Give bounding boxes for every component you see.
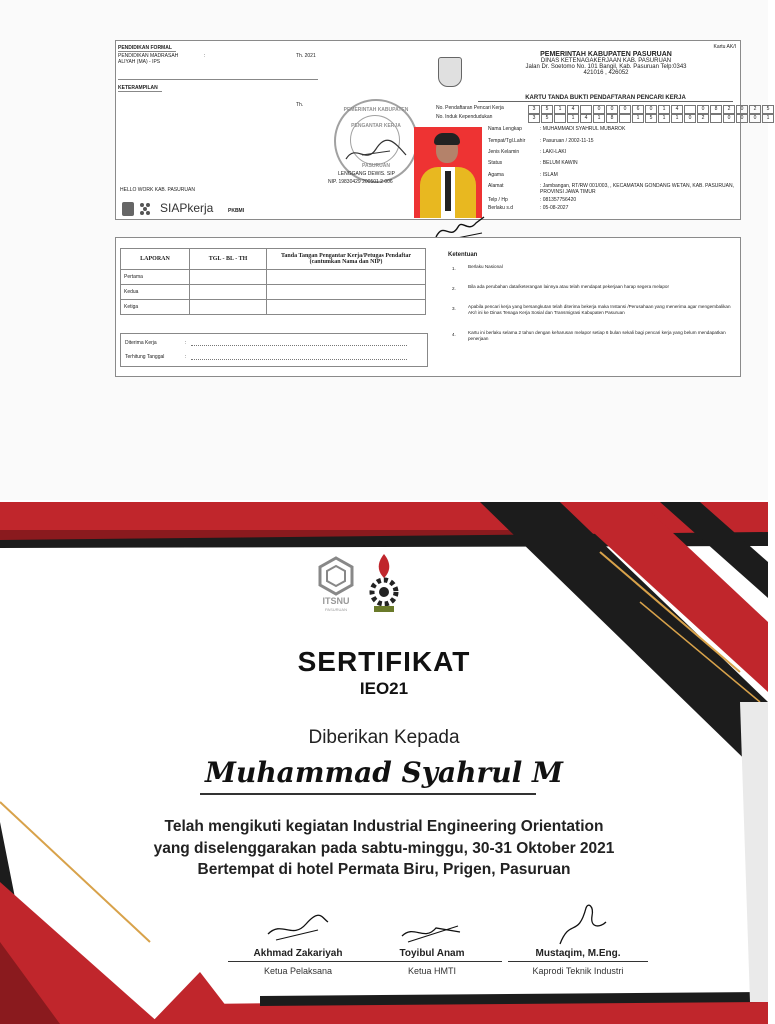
digit-box: 1 — [671, 114, 683, 123]
kabupaten-pasuruan-logo-icon — [438, 57, 462, 87]
identity-value: : ISLAM — [540, 172, 558, 178]
identity-value: : MUHAMMADI SYAHRUL MUBAROK — [540, 126, 626, 132]
row-label: Kedua — [121, 285, 190, 300]
digit-box: 0 — [736, 114, 748, 123]
digit-box: 5 — [541, 114, 553, 123]
signer-ketua-pelaksana — [228, 948, 368, 976]
digit-box: 4 — [580, 114, 592, 123]
table-row — [121, 285, 426, 300]
col-tanggal: TGL - BL - TH — [190, 249, 267, 270]
list-item: 1. Berlaku Nasional — [452, 264, 503, 271]
header-line1: PEMERINTAH KABUPATEN PASURUAN — [540, 51, 672, 58]
itsnu-logo-icon — [316, 556, 356, 596]
hmti-gear-flame-logo-icon — [366, 552, 402, 614]
digit-box: 3 — [528, 105, 540, 114]
certificate-event-code: IEO21 — [359, 679, 409, 698]
nik-label: No. Induk Kependudukan — [436, 114, 493, 120]
certificate — [0, 502, 768, 1024]
identity-label: Tempat/Tgl.Lahir — [488, 138, 526, 144]
stamp-mid-text: PENGANTAR KERJA — [351, 123, 401, 129]
ak1-card-page — [0, 0, 768, 500]
pendidikan-colon: : — [204, 53, 206, 59]
diterima-label: Diterima Kerja — [125, 340, 157, 346]
digit-box: 8 — [606, 114, 618, 123]
digit-box: 3 — [528, 114, 540, 123]
digit-box: 2 — [749, 105, 761, 114]
given-to-label: Diberikan Kepada — [308, 727, 460, 748]
signer-ketua-hmti — [362, 948, 502, 976]
identity-value: : Pasuruan / 2002-11-15 — [540, 138, 594, 144]
recipient-name: Muhammad Syahrul M — [204, 756, 564, 789]
digit-box: 0 — [593, 105, 605, 114]
digit-box: 1 — [567, 114, 579, 123]
identity-label: Status — [488, 160, 503, 166]
header-line3: Jalan Dr. Soetomo No. 101 Bangil, Kab. Pasuruan Telp:0343 — [525, 64, 687, 70]
digit-box: 0 — [749, 114, 761, 123]
officer-name: LENGGANG DEWIS. SIP — [338, 171, 395, 177]
signer-kaprodi — [508, 948, 648, 976]
digit-box: 0 — [723, 114, 735, 123]
identity-value: : 081357756420 — [540, 197, 577, 203]
identity-label: Telp / Hp — [488, 197, 508, 203]
header-line4: 421016 , 426052 — [583, 70, 629, 76]
applicant-photo — [414, 127, 482, 218]
keterampilan-label: KETERAMPILAN — [118, 85, 162, 92]
itsnu-sub: PASURUAN — [325, 607, 347, 612]
officer-signature-icon — [342, 137, 412, 167]
signer-name: Mustaqim, M.Eng. — [508, 948, 648, 962]
hello-work-label: HELLO WORK KAB. PASURUAN — [120, 187, 195, 193]
identity-label: Jenis Kelamin — [488, 149, 520, 155]
col-laporan: LAPORAN — [121, 249, 190, 270]
digit-box: 1 — [658, 114, 670, 123]
list-item: 4. Kartu ini berlaku selama 2 tahun dengan keharusan melapor setiap 6 bulan sekali bagi pencari kerja yang belum mendapatkan penerjaan — [452, 330, 726, 341]
stamp-bottom-text: PASURUAN — [362, 163, 390, 169]
digit-box: 1 — [762, 114, 774, 123]
digit-box: 5 — [541, 105, 553, 114]
certificate-title: SERTIFIKAT — [297, 646, 471, 677]
pendidikan-tahun: Th. 2021 — [296, 53, 316, 59]
identity-value: : BELUM KAWIN — [540, 160, 578, 166]
registration-number-label: No. Pendaftaran Pencari Kerja — [436, 105, 504, 111]
card-header — [476, 51, 736, 76]
pkbmi-text: PKBMI — [228, 208, 245, 214]
list-item: 3. Apabila pencari kerja yang bersangkutan telah diterima bekerja maka Instansi /Perusahaan yang menerima agar mengembalikan AK/I ini ke Dinas Tenaga Kerja Sosial dan Transmigrasi Kabupaten Pasuruan — [452, 304, 731, 315]
row-label: Pertama — [121, 270, 190, 285]
ketentuan-title: Ketentuan — [448, 252, 478, 258]
digit-box — [619, 114, 631, 123]
digit-box: 0 — [697, 105, 709, 114]
description-line-1: Telah mengikuti kegiatan Industrial Engineering Orientation — [164, 818, 604, 835]
digit-box: 1 — [658, 105, 670, 114]
identity-label: Nama Lengkap — [488, 126, 522, 132]
nik-boxes — [528, 114, 775, 123]
digit-box: 0 — [645, 105, 657, 114]
identity-label: Alamat — [488, 183, 504, 189]
siapkerja-logo — [120, 199, 250, 217]
card-code: Kartu AK/I — [713, 44, 736, 50]
keterampilan-tahun: Th. — [296, 102, 304, 108]
digit-box — [684, 105, 696, 114]
digit-box: 6 — [632, 105, 644, 114]
digit-box: 0 — [684, 114, 696, 123]
signer-name: Toyibul Anam — [362, 948, 502, 962]
digit-box — [580, 105, 592, 114]
table-row — [121, 300, 426, 315]
identity-value: : 05-08-2027 — [540, 205, 569, 211]
digit-box: 0 — [606, 105, 618, 114]
signature-icon — [398, 916, 468, 950]
ak1-card-front — [115, 40, 770, 220]
list-item: 2. Bila ada perubahan data/keterangan lainnya atau telah mendapat pekerjaan harap segera melapor — [452, 284, 669, 291]
digit-box: 1 — [632, 114, 644, 123]
digit-box: 4 — [567, 105, 579, 114]
card-title: KARTU TANDA BUKTI PENDAFTARAN PENCARI KERJA — [478, 95, 733, 102]
col-tanda-tangan: Tanda Tangan Pengantar Kerja/Petugas Pendaftar (cantumkan Nama dan NIP) — [267, 249, 426, 270]
signer-role: Ketua HMTI — [407, 966, 456, 976]
identity-value: : LAKI-LAKI — [540, 149, 567, 155]
description-line-2: yang diselenggarakan pada sabtu-minggu, 30-31 Oktober 2021 — [153, 840, 615, 857]
pendidikan-label: PENDIDIKAN MADRASAH — [118, 53, 179, 59]
siapkerja-text: SIAPkerja — [160, 201, 214, 215]
diterima-colon: : — [185, 340, 187, 346]
signer-role: Kaprodi Teknik Industri — [532, 966, 624, 976]
digit-box: 0 — [736, 105, 748, 114]
digit-box — [554, 114, 566, 123]
digit-box: 1 — [554, 105, 566, 114]
ak1-card-back — [115, 237, 741, 377]
pendidikan-formal-label: PENDIDIKAN FORMAL — [118, 45, 176, 52]
employment-box — [120, 333, 428, 367]
description-line-3: Bertempat di hotel Permata Biru, Prigen, Pasuruan — [197, 861, 571, 878]
identity-label: Berlaku s.d — [488, 205, 514, 211]
digit-box: 0 — [619, 105, 631, 114]
name-underline — [200, 793, 536, 795]
signer-name: Akhmad Zakariyah — [228, 948, 368, 962]
digit-box — [710, 114, 722, 123]
digit-box: 1 — [593, 114, 605, 123]
signature-icon — [262, 910, 332, 950]
siapkerja-mark-icon — [138, 202, 154, 216]
digit-box: 2 — [697, 114, 709, 123]
ketentuan-section — [448, 252, 736, 350]
divider — [118, 79, 318, 80]
itsnu-text: ITSNU — [322, 596, 350, 606]
digit-box: 8 — [710, 105, 722, 114]
digit-box: 2 — [723, 105, 735, 114]
pendidikan-sub: ALIYAH (MA) - IPS — [118, 59, 161, 65]
pasuruan-emblem-icon — [122, 202, 134, 216]
signer-role: Ketua Pelaksana — [263, 966, 333, 976]
terhitung-label: Terhitung Tanggal — [125, 354, 165, 360]
digit-box: 5 — [762, 105, 774, 114]
row-label: Ketiga — [121, 300, 190, 315]
stamp-top-text: PEMERINTAH KABUPATEN — [343, 107, 409, 113]
digit-box: 4 — [671, 105, 683, 114]
report-table — [120, 248, 426, 315]
signature-icon — [552, 898, 612, 950]
header-line2: DINAS KETENAGAKERJAAN KAB. PASURUAN — [540, 58, 672, 64]
terhitung-colon: : — [185, 354, 187, 360]
identity-label: Agama — [488, 172, 504, 178]
digit-box: 5 — [645, 114, 657, 123]
table-row — [121, 270, 426, 285]
identity-value: : Jambangan, RT/RW 001/003, , KECAMATAN GONDANG WETAN, KAB. PASURUAN, PROVINSI JAWA TIMUR — [540, 183, 734, 195]
education-section — [118, 45, 318, 108]
officer-nip: NIP. 19830429 200501 2 006 — [328, 179, 393, 185]
registration-number-boxes — [528, 105, 775, 114]
